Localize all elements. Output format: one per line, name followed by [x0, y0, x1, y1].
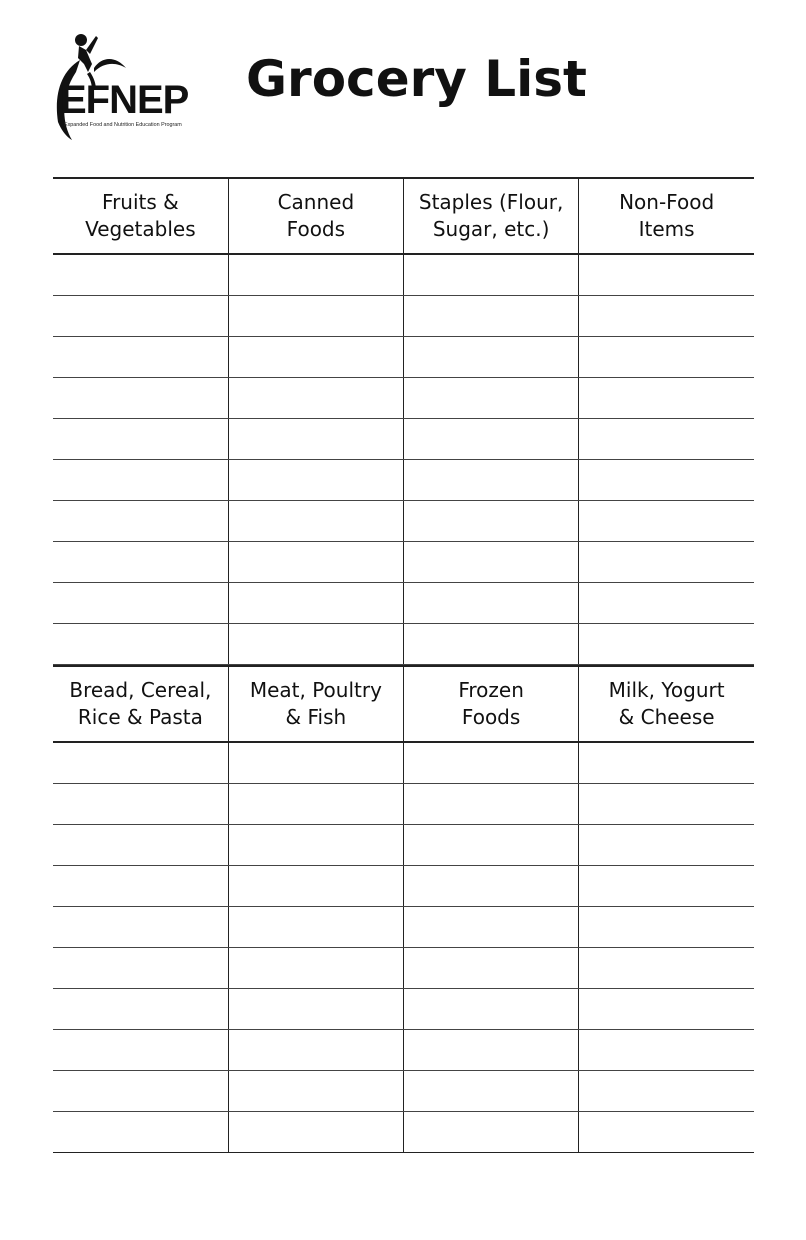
- blank-entry-cell[interactable]: [404, 866, 579, 907]
- blank-entry-cell[interactable]: [404, 254, 579, 296]
- blank-entry-cell[interactable]: [579, 419, 754, 460]
- table-row: [53, 337, 754, 378]
- logo-wordmark: EFNEP: [60, 78, 189, 122]
- blank-entry-cell[interactable]: [404, 378, 579, 419]
- blank-entry-cell[interactable]: [404, 1112, 579, 1153]
- table-row: [53, 296, 754, 337]
- blank-entry-cell[interactable]: [228, 583, 403, 624]
- table-row: [53, 742, 754, 784]
- efnep-logo: [50, 28, 200, 146]
- blank-entry-cell[interactable]: [53, 337, 228, 378]
- blank-entry-cell[interactable]: [404, 1071, 579, 1112]
- blank-entry-cell[interactable]: [228, 296, 403, 337]
- blank-entry-cell[interactable]: [53, 254, 228, 296]
- blank-entry-cell[interactable]: [404, 542, 579, 583]
- column-header: Staples (Flour, Sugar, etc.): [404, 178, 579, 254]
- table-row: [53, 583, 754, 624]
- blank-entry-cell[interactable]: [579, 948, 754, 989]
- blank-entry-cell[interactable]: [53, 296, 228, 337]
- blank-entry-cell[interactable]: [228, 460, 403, 501]
- blank-entry-cell[interactable]: [579, 1071, 754, 1112]
- table-row: [53, 419, 754, 460]
- blank-entry-cell[interactable]: [53, 624, 228, 665]
- table-row: [53, 254, 754, 296]
- table-row: [53, 1071, 754, 1112]
- blank-entry-cell[interactable]: [404, 1030, 579, 1071]
- blank-entry-cell[interactable]: [579, 1112, 754, 1153]
- grocery-table-bottom: [53, 665, 754, 1153]
- blank-entry-cell[interactable]: [228, 907, 403, 948]
- blank-entry-cell[interactable]: [53, 583, 228, 624]
- blank-entry-cell[interactable]: [228, 624, 403, 665]
- blank-entry-cell[interactable]: [579, 907, 754, 948]
- blank-entry-cell[interactable]: [228, 1112, 403, 1153]
- blank-entry-cell[interactable]: [53, 1071, 228, 1112]
- blank-entry-cell[interactable]: [404, 296, 579, 337]
- blank-entry-cell[interactable]: [228, 742, 403, 784]
- blank-entry-cell[interactable]: [228, 254, 403, 296]
- blank-entry-cell[interactable]: [404, 989, 579, 1030]
- blank-entry-cell[interactable]: [579, 1030, 754, 1071]
- blank-entry-cell[interactable]: [53, 1112, 228, 1153]
- blank-entry-cell[interactable]: [53, 825, 228, 866]
- grocery-table-top: [53, 177, 754, 665]
- table-row: [53, 542, 754, 583]
- blank-entry-cell[interactable]: [579, 583, 754, 624]
- blank-entry-cell[interactable]: [53, 989, 228, 1030]
- blank-entry-cell[interactable]: [53, 907, 228, 948]
- blank-entry-cell[interactable]: [53, 948, 228, 989]
- table-row: [53, 1030, 754, 1071]
- blank-entry-cell[interactable]: [404, 907, 579, 948]
- blank-entry-cell[interactable]: [579, 254, 754, 296]
- blank-entry-cell[interactable]: [404, 419, 579, 460]
- blank-entry-cell[interactable]: [228, 948, 403, 989]
- blank-entry-cell[interactable]: [53, 419, 228, 460]
- blank-entry-cell[interactable]: [579, 501, 754, 542]
- table-header-row: [53, 178, 754, 254]
- blank-entry-cell[interactable]: [228, 866, 403, 907]
- blank-entry-cell[interactable]: [579, 624, 754, 665]
- table-row: [53, 989, 754, 1030]
- blank-entry-cell[interactable]: [404, 460, 579, 501]
- blank-entry-cell[interactable]: [404, 583, 579, 624]
- blank-entry-cell[interactable]: [404, 825, 579, 866]
- blank-entry-cell[interactable]: [579, 542, 754, 583]
- table-row: [53, 907, 754, 948]
- blank-entry-cell[interactable]: [579, 866, 754, 907]
- blank-entry-cell[interactable]: [53, 866, 228, 907]
- table-row: [53, 624, 754, 665]
- table-row: [53, 378, 754, 419]
- table-row: [53, 460, 754, 501]
- blank-entry-cell[interactable]: [53, 1030, 228, 1071]
- blank-entry-cell[interactable]: [579, 989, 754, 1030]
- blank-entry-cell[interactable]: [228, 337, 403, 378]
- blank-entry-cell[interactable]: [228, 989, 403, 1030]
- table-row: [53, 1112, 754, 1153]
- blank-entry-cell[interactable]: [53, 742, 228, 784]
- blank-entry-cell[interactable]: [228, 501, 403, 542]
- blank-entry-cell[interactable]: [579, 742, 754, 784]
- blank-entry-cell[interactable]: [228, 542, 403, 583]
- blank-entry-cell[interactable]: [228, 825, 403, 866]
- table-row: [53, 948, 754, 989]
- column-header: Milk, Yogurt & Cheese: [579, 666, 754, 742]
- blank-entry-cell[interactable]: [53, 784, 228, 825]
- blank-entry-cell[interactable]: [579, 825, 754, 866]
- blank-entry-cell[interactable]: [404, 742, 579, 784]
- blank-entry-cell[interactable]: [53, 501, 228, 542]
- column-header: Canned Foods: [228, 178, 403, 254]
- blank-entry-cell[interactable]: [53, 378, 228, 419]
- blank-entry-cell[interactable]: [228, 378, 403, 419]
- blank-entry-cell[interactable]: [404, 948, 579, 989]
- logo-tagline: Expanded Food and Nutrition Education Program: [64, 122, 182, 128]
- column-header: Frozen Foods: [404, 666, 579, 742]
- column-header: Non-Food Items: [579, 178, 754, 254]
- blank-entry-cell[interactable]: [579, 460, 754, 501]
- table-row: [53, 825, 754, 866]
- blank-entry-cell[interactable]: [53, 460, 228, 501]
- blank-entry-cell[interactable]: [228, 419, 403, 460]
- blank-entry-cell[interactable]: [404, 784, 579, 825]
- blank-entry-cell[interactable]: [404, 501, 579, 542]
- blank-entry-cell[interactable]: [579, 337, 754, 378]
- blank-entry-cell[interactable]: [579, 296, 754, 337]
- page-title: Grocery List: [246, 50, 587, 108]
- column-header: Bread, Cereal, Rice & Pasta: [53, 666, 228, 742]
- blank-entry-cell[interactable]: [228, 1071, 403, 1112]
- blank-entry-cell[interactable]: [228, 1030, 403, 1071]
- column-header: Fruits & Vegetables: [53, 178, 228, 254]
- blank-entry-cell[interactable]: [53, 542, 228, 583]
- blank-entry-cell[interactable]: [579, 378, 754, 419]
- column-header: Meat, Poultry & Fish: [228, 666, 403, 742]
- blank-entry-cell[interactable]: [404, 624, 579, 665]
- blank-entry-cell[interactable]: [228, 784, 403, 825]
- table-row: [53, 866, 754, 907]
- blank-entry-cell[interactable]: [404, 337, 579, 378]
- table-row: [53, 501, 754, 542]
- table-header-row: [53, 666, 754, 742]
- blank-entry-cell[interactable]: [579, 784, 754, 825]
- table-row: [53, 784, 754, 825]
